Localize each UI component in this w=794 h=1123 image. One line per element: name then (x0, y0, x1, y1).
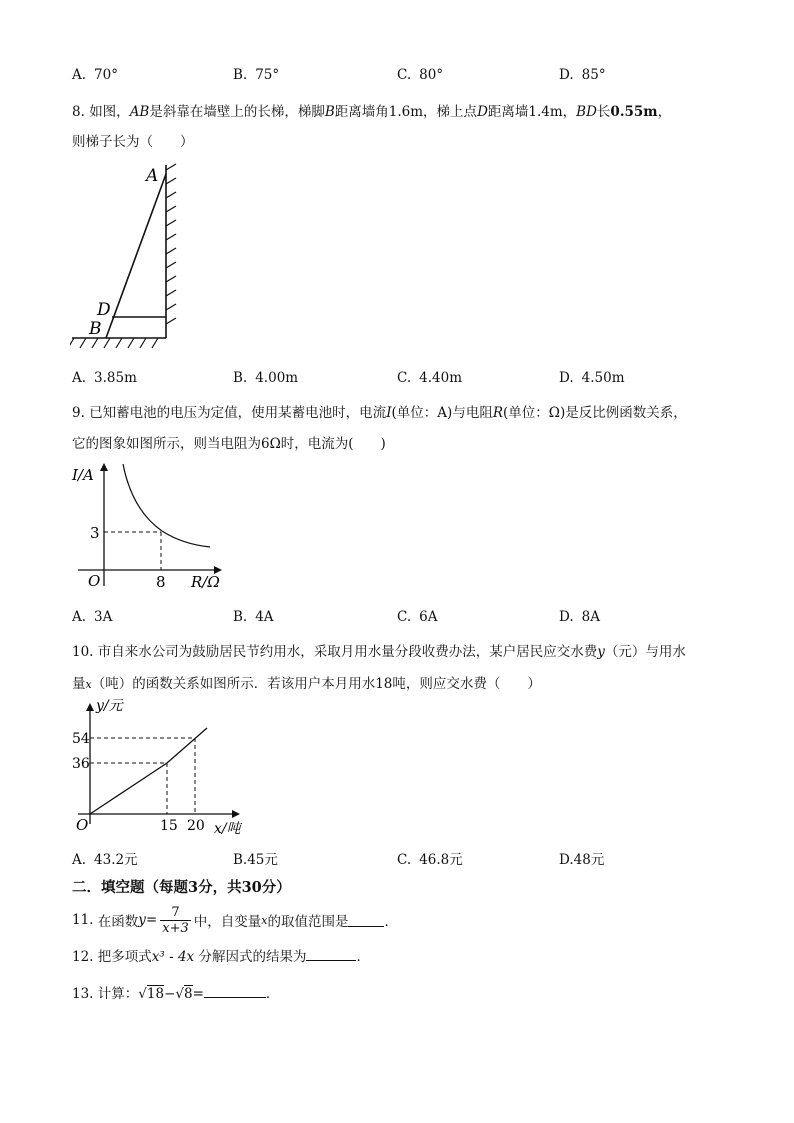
q9-xlabel: R/Ω (191, 573, 220, 591)
q10-ylabel: y/元 (96, 698, 123, 714)
q7-options (72, 67, 712, 85)
q8-option-c[interactable]: C. 4.40m (397, 370, 463, 386)
q11-fraction: $\frac{7}{x+3}$ (162, 904, 189, 936)
sqrt-icon: √ (138, 986, 147, 1002)
q8-stem-line2: 则梯子长为（ ） (72, 134, 194, 150)
q7-option-b[interactable]: B. 75° (233, 67, 280, 83)
q8-option-a[interactable]: A. 3.85m (72, 370, 137, 386)
q8-label-b: B (89, 319, 102, 339)
sqrt-icon: √ (175, 986, 184, 1002)
q10-stem-line2: 量x（吨）的函数关系如图所示．若该用户本月用水18吨，则应交水费（ ） (72, 676, 541, 692)
q9-origin: O (88, 572, 101, 590)
q10-xtick-20: 20 (187, 818, 205, 834)
section-title: 二．填空题（每题3分，共30分） (72, 879, 291, 896)
q10-option-d[interactable]: D.48元 (559, 852, 605, 868)
q8-stem-line1: 8. 如图，AB是斜靠在墙壁上的长梯，梯脚B距离墙角1.6m，梯上点D距离墙1.4m，BD长0.55m， (72, 104, 672, 120)
q10-xlabel: x/吨 (214, 821, 241, 837)
q9-option-d[interactable]: D. 8A (559, 609, 600, 625)
q13-answer-blank[interactable] (204, 985, 266, 998)
q10-option-b[interactable]: B.45元 (233, 852, 278, 868)
q10-line (90, 728, 207, 814)
q9-graph (70, 458, 230, 593)
q11-answer-blank[interactable] (348, 914, 384, 927)
q10-ytick-36: 36 (72, 756, 90, 772)
q7-option-d[interactable]: D. 85° (559, 67, 606, 83)
q9-ytick: 3 (90, 524, 100, 542)
q9-option-c[interactable]: C. 6A (397, 609, 438, 625)
q10-ytick-54: 54 (72, 731, 90, 747)
q11: 11. 在函数 y = $\frac{7}{x+3}$ 中，自变量 x 的取值范围是 ． (72, 904, 398, 936)
q8-option-d[interactable]: D. 4.50m (559, 370, 625, 386)
q13: 13. 计算：√18−√8= ． (72, 986, 280, 1002)
q8-label-a: A (146, 166, 159, 186)
q8-options (72, 370, 712, 388)
q10-origin: O (76, 816, 89, 834)
q10-xtick-15: 15 (160, 818, 178, 834)
q9-stem-line1: 9. 已知蓄电池的电压为定值，使用某蓄电池时，电流I(单位：A)与电阻R(单位：Ω)是反比例函数关系， (72, 405, 687, 421)
q10-option-a[interactable]: A. 43.2元 (72, 852, 138, 868)
q9-curve (123, 464, 210, 547)
q9-option-a[interactable]: A. 3A (72, 609, 113, 625)
q8-option-b[interactable]: B. 4.00m (233, 370, 299, 386)
q9-xtick: 8 (156, 573, 166, 591)
q8-label-d: D (97, 300, 111, 320)
q9-option-b[interactable]: B. 4A (233, 609, 274, 625)
q10-option-c[interactable]: C. 46.8元 (397, 852, 463, 868)
q9-options (72, 609, 712, 627)
q12: 12. 把多项式x³ - 4x 分解因式的结果为 ． (72, 949, 370, 965)
q7-option-a[interactable]: A. 70° (72, 67, 118, 83)
q10-graph (70, 696, 250, 841)
q9-ylabel: I/A (72, 466, 94, 484)
q7-option-c[interactable]: C. 80° (397, 67, 444, 83)
q10-stem-line1: 10. 市自来水公司为鼓励居民节约用水，采取月用水量分段收费办法，某户居民应交水费y（元）与用水 (72, 644, 686, 660)
q12-answer-blank[interactable] (306, 948, 356, 961)
q8-ladder-figure (70, 160, 190, 355)
q9-stem-line2: 它的图象如图所示，则当电阻为6Ω时，电流为( ) (72, 436, 386, 452)
q10-options (72, 848, 712, 866)
